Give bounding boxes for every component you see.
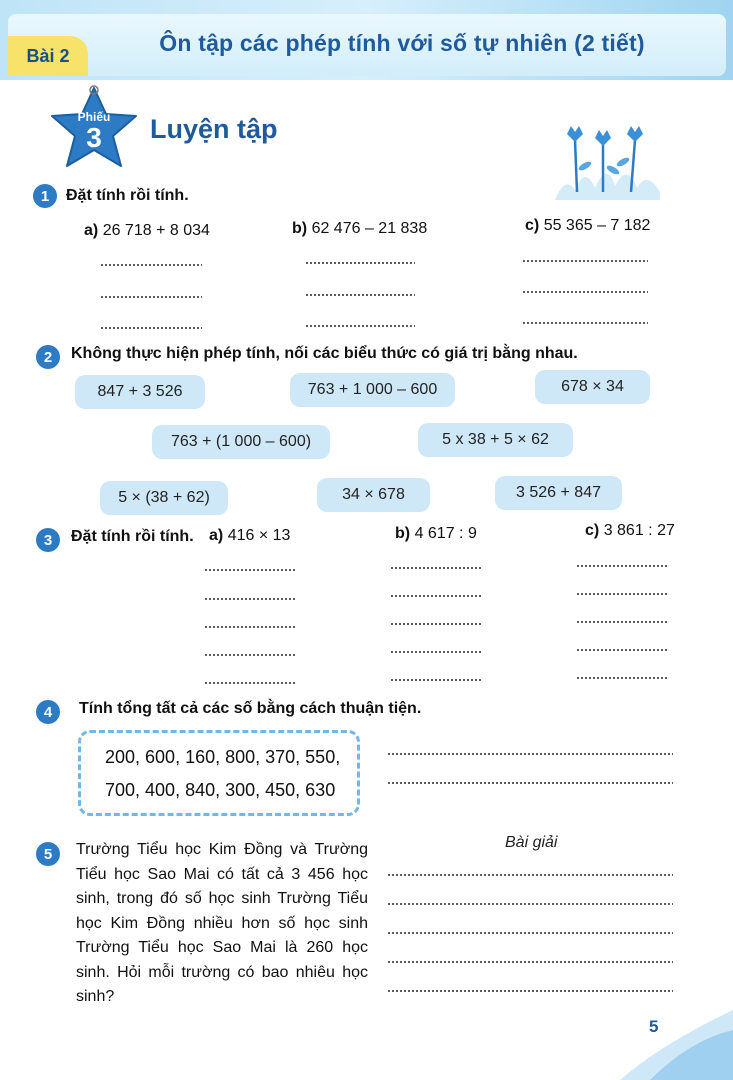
answer-line[interactable] xyxy=(204,626,297,628)
answer-line[interactable] xyxy=(204,598,297,600)
expression-card[interactable]: 678 × 34 xyxy=(535,370,650,404)
answer-line[interactable] xyxy=(522,291,648,293)
answer-line[interactable] xyxy=(204,654,297,656)
question-1-number: 1 xyxy=(33,184,57,208)
answer-line[interactable] xyxy=(305,262,415,264)
answer-line[interactable] xyxy=(576,621,669,623)
flowers-icon xyxy=(555,120,660,200)
expression-card[interactable]: 847 + 3 526 xyxy=(75,375,205,409)
number-list-line-1: 200, 600, 160, 800, 370, 550, xyxy=(105,747,341,767)
answer-line[interactable] xyxy=(204,569,297,571)
answer-line[interactable] xyxy=(100,296,202,298)
q1-item-b: b) 62 476 – 21 838 xyxy=(292,220,428,237)
answer-line[interactable] xyxy=(390,679,483,681)
answer-line[interactable] xyxy=(522,260,648,262)
worksheet-label: Phiếu xyxy=(77,110,111,124)
answer-line[interactable] xyxy=(204,682,297,684)
answer-line[interactable] xyxy=(387,903,673,905)
answer-line[interactable] xyxy=(576,593,669,595)
question-3-prompt: Đặt tính rồi tính. xyxy=(71,528,194,545)
lesson-title: Ôn tập các phép tính với số tự nhiên (2 tiết) xyxy=(159,30,645,56)
answer-line[interactable] xyxy=(387,782,673,784)
q1-item-a: a) 26 718 + 8 034 xyxy=(84,222,210,239)
question-2-number: 2 xyxy=(36,345,60,369)
lesson-tab: Bài 2 xyxy=(8,36,88,76)
question-4-prompt: Tính tổng tất cả các số bằng cách thuận tiện. xyxy=(79,700,422,717)
answer-line[interactable] xyxy=(100,327,202,329)
answer-line[interactable] xyxy=(387,961,673,963)
answer-line[interactable] xyxy=(390,623,483,625)
expression-card[interactable]: 5 x 38 + 5 × 62 xyxy=(418,423,573,457)
expression-card[interactable]: 34 × 678 xyxy=(317,478,430,512)
worksheet-number: 3 xyxy=(86,122,102,153)
question-4-number: 4 xyxy=(36,700,60,724)
answer-line[interactable] xyxy=(100,264,202,266)
number-list-box xyxy=(78,730,360,816)
expression-card[interactable]: 763 + 1 000 – 600 xyxy=(290,373,455,407)
q3-item-c: c) 3 861 : 27 xyxy=(585,522,675,539)
answer-line[interactable] xyxy=(387,874,673,876)
question-2-prompt: Không thực hiện phép tính, nối các biểu thức có giá trị bằng nhau. xyxy=(71,345,578,362)
q3-item-b: b) 4 617 : 9 xyxy=(395,525,477,542)
number-list-line-2: 700, 400, 840, 300, 450, 630 xyxy=(105,780,336,800)
word-problem-text: Trường Tiểu học Kim Đồng và Trường Tiểu học Sao Mai có tất cả 3 456 học sinh, trong đó số học sinh Trường Tiểu học Kim Đồng nhiều hơn số học sinh Trường Tiểu học Sao Mai là 260 học sinh. Hỏi mỗi trường có bao nhiêu học sinh? xyxy=(76,841,368,1005)
answer-line[interactable] xyxy=(576,649,669,651)
answer-line[interactable] xyxy=(390,595,483,597)
expression-card[interactable]: 5 × (38 + 62) xyxy=(100,481,228,515)
answer-line[interactable] xyxy=(576,677,669,679)
answer-line[interactable] xyxy=(305,294,415,296)
answer-line[interactable] xyxy=(387,932,673,934)
question-1-prompt: Đặt tính rồi tính. xyxy=(66,187,189,204)
expression-card[interactable]: 763 + (1 000 – 600) xyxy=(152,425,330,459)
worksheet-title: Luyện tập xyxy=(150,114,278,144)
page-number: 5 xyxy=(649,1017,659,1036)
answer-line[interactable] xyxy=(387,753,673,755)
q3-item-a: a) 416 × 13 xyxy=(209,527,291,544)
answer-line[interactable] xyxy=(390,651,483,653)
answer-line[interactable] xyxy=(390,567,483,569)
answer-line[interactable] xyxy=(576,565,669,567)
answer-line[interactable] xyxy=(522,322,648,324)
solution-heading: Bài giải xyxy=(505,834,558,851)
question-3-number: 3 xyxy=(36,528,60,552)
expression-card[interactable]: 3 526 + 847 xyxy=(495,476,622,510)
q1-item-c: c) 55 365 – 7 182 xyxy=(525,217,651,234)
question-5-number: 5 xyxy=(36,842,60,866)
page-corner-decoration xyxy=(620,985,733,1080)
answer-line[interactable] xyxy=(305,325,415,327)
